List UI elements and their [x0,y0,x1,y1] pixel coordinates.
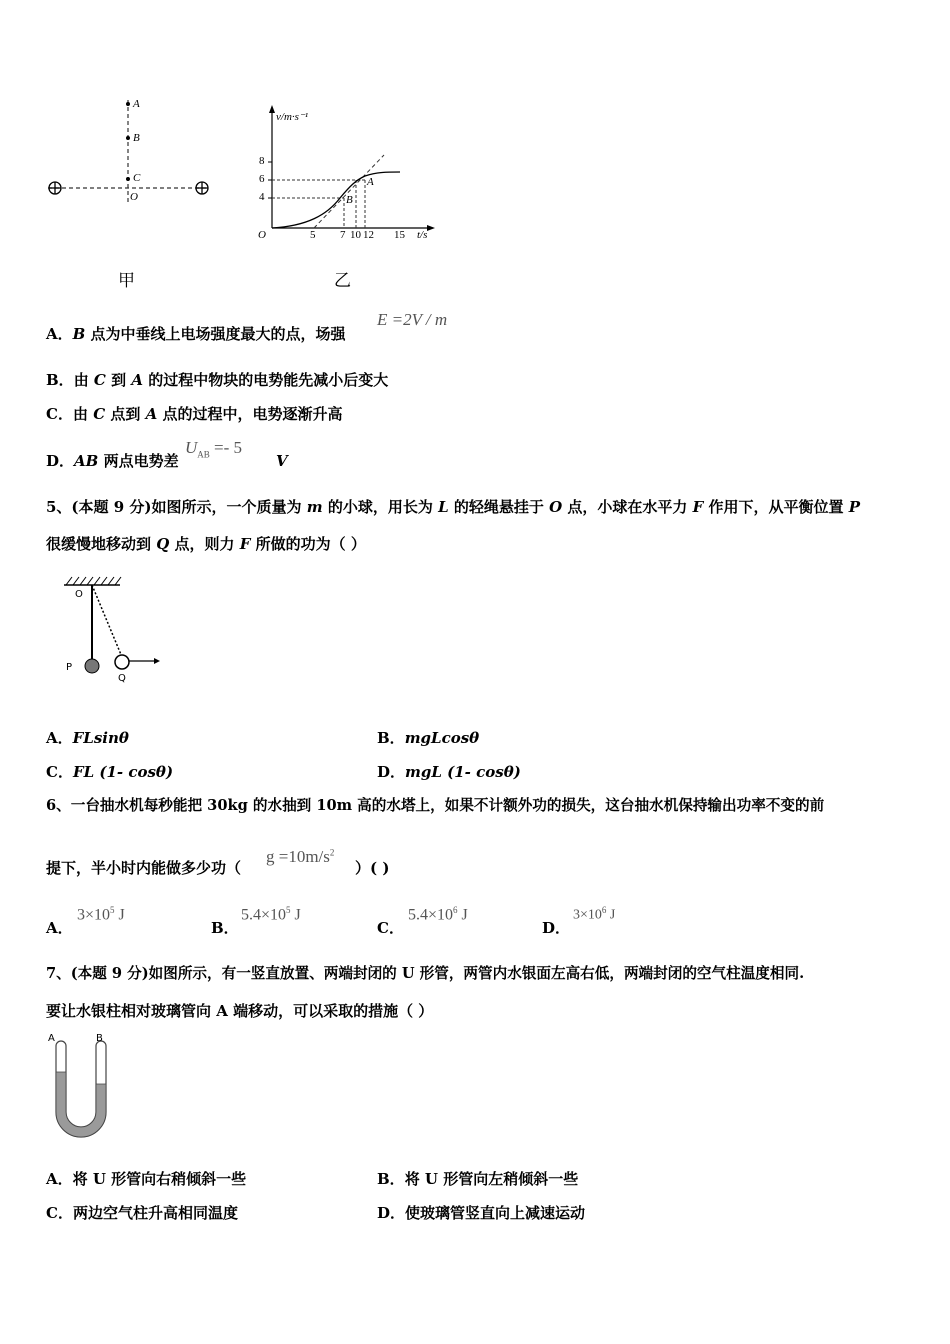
q4-option-a [46,324,346,344]
option-letter: B． [377,1170,405,1188]
q6-option-c-value [408,905,468,924]
stem-text: 所做的功为（ ） [250,535,366,553]
q7-option-d [377,1203,585,1223]
formula-exp: 6 [601,905,607,915]
option-text: 将 U 形管向右稍倾斜一些 [72,1170,247,1188]
var-a: A [145,405,158,423]
q6-option-c-letter: C． [377,919,404,937]
var-c: C [93,405,106,423]
var-b: B [72,325,86,343]
option-text: 由 [73,371,94,389]
option-text: 点为中垂线上电场强度最大的点，场强 [85,325,346,343]
formula-base: 3×10 [77,906,111,924]
y-tick-8: 8 [259,155,265,167]
x-tick-10: 10 [350,229,361,241]
option-text: 两点电势差 [98,452,179,470]
stem-text: 的小球，用长为 [322,498,439,516]
stem-text: 作用下，从平衡位置 [703,498,849,516]
q6-option-b-value [241,905,301,924]
q7-option-b [377,1169,578,1189]
formula-base: 5.4×10 [408,906,454,924]
pendulum-p-label: P [66,662,73,673]
caption-jia: 甲 [118,271,135,291]
q6-stem-line2 [46,858,241,878]
q6-option-a-value [77,905,125,924]
option-letter: C． [46,1204,73,1222]
option-text: 使玻璃管竖直向上减速运动 [405,1204,586,1222]
formula-value: =- 5 [209,438,243,457]
option-letter: B． [46,371,74,389]
option-letter: A． [46,729,73,747]
option-text: 两边空气柱升高相同温度 [72,1204,238,1222]
q5-option-d [377,762,521,782]
var-l: L [438,498,449,516]
formula-exp: 6 [453,905,458,915]
stem-text: 点，则力 [169,535,240,553]
u-tube-b-label: B [96,1033,103,1044]
graph-origin-label: O [258,229,266,241]
pendulum-q-label: Q [118,673,126,684]
formula-g [266,847,334,867]
point-o-label: O [130,191,138,203]
option-text: 到 [105,371,132,389]
option-text: 的过程中物块的电势能先减小后变大 [142,371,389,389]
formula-u: U [185,438,198,457]
q6-option-d-value [573,905,615,924]
option-text: 由 [72,405,94,423]
option-letter: D． [377,763,406,781]
q7-stem-line1: 7、(本题 9 分)如图所示，有一竖直放置、两端封闭的 U 形管，两管内水银面左高右低，两端封闭的空气柱温度相同. [46,965,805,982]
y-tick-6: 6 [259,173,265,185]
option-text: 将 U 形管向左稍倾斜一些 [404,1170,579,1188]
var-q: Q [156,535,170,553]
var-m: m [306,498,323,516]
point-c-label: C [133,172,141,184]
formula-base: 3×10 [573,907,602,923]
q4-option-d [46,451,179,471]
q6-stem-line1: 6、一台抽水机每秒能把 30kg 的水抽到 10m 高的水塔上，如果不计额外功的损失，这台抽水机保持输出功率不变的前 [46,797,825,814]
option-text: 点到 [105,405,146,423]
option-letter: A． [46,325,73,343]
option-text: FL (1- cosθ) [72,763,174,781]
y-axis-label: v/m·s⁻¹ [276,111,309,123]
stem-text: 的轻绳悬挂于 [448,498,550,516]
q7-stem-line2: 要让水银柱相对玻璃管向 A 端移动，可以采取的措施（ ） [46,1002,434,1020]
q5-stem-line2 [46,534,366,554]
option-letter: C． [46,763,73,781]
u-tube-a-label: A [48,1033,55,1044]
stem-text: 点，小球在水平力 [562,498,693,516]
var-o: O [549,498,563,516]
formula-base: 5.4×10 [241,906,287,924]
formula-exp: 5 [286,905,291,915]
caption-yi: 乙 [334,271,351,291]
q5-option-c [46,762,173,782]
q6-option-d-letter: D． [542,919,571,937]
unit-v: V [276,452,288,470]
x-tick-15: 15 [394,229,405,241]
q4-option-b [46,370,388,390]
var-ab: AB [74,452,99,470]
option-letter: A． [46,1170,73,1188]
var-f: F [692,498,704,516]
formula-unit: J [457,906,468,924]
option-letter: B． [377,729,405,747]
graph-point-a: A [367,176,374,188]
option-letter: C． [46,405,73,423]
q7-option-c [46,1203,238,1223]
option-letter: D． [377,1204,406,1222]
var-p: P [848,498,860,516]
stem-text: 提下，半小时内能做多少功（ [46,859,242,877]
formula-unit: J [114,906,125,924]
x-tick-12: 12 [363,229,374,241]
x-tick-5: 5 [310,229,316,241]
option-text: mgL (1- cosθ) [405,763,521,781]
option-letter: D． [46,452,75,470]
pendulum-o-label: O [75,589,83,600]
q6-stem-tail: ）( ) [355,859,390,877]
formula-e: E =2V / m [377,310,448,329]
formula-value: g =10m/s [266,847,330,866]
formula-unit: J [606,907,616,923]
stem-text: 很缓慢地移动到 [46,535,157,553]
formula-uab [185,438,242,459]
q7-option-a [46,1169,246,1189]
formula-unit: J [290,906,301,924]
x-tick-7: 7 [340,229,346,241]
var-f: F [239,535,251,553]
graph-point-b: B [346,194,353,206]
y-tick-4: 4 [259,191,265,203]
formula-subscript: AB [197,449,210,460]
q5-option-a [46,728,129,748]
option-text: mgLcosθ [404,729,480,747]
point-a-label: A [133,98,140,110]
formula-superscript: 2 [329,847,335,858]
q6-option-a-letter: A． [46,919,73,937]
option-text: 点的过程中，电势逐渐升高 [157,405,343,423]
option-text: FLsinθ [72,729,129,747]
var-c: C [93,371,106,389]
q5-stem-line1 [46,497,860,517]
q5-option-b [377,728,479,748]
q6-option-b-letter: B． [211,919,239,937]
q4-option-c [46,404,342,424]
formula-exp: 5 [110,905,115,915]
x-axis-label: t/s [417,229,428,241]
point-b-label: B [133,132,140,144]
var-a: A [131,371,143,389]
stem-text: 5、(本题 9 分)如图所示，一个质量为 [46,498,307,516]
